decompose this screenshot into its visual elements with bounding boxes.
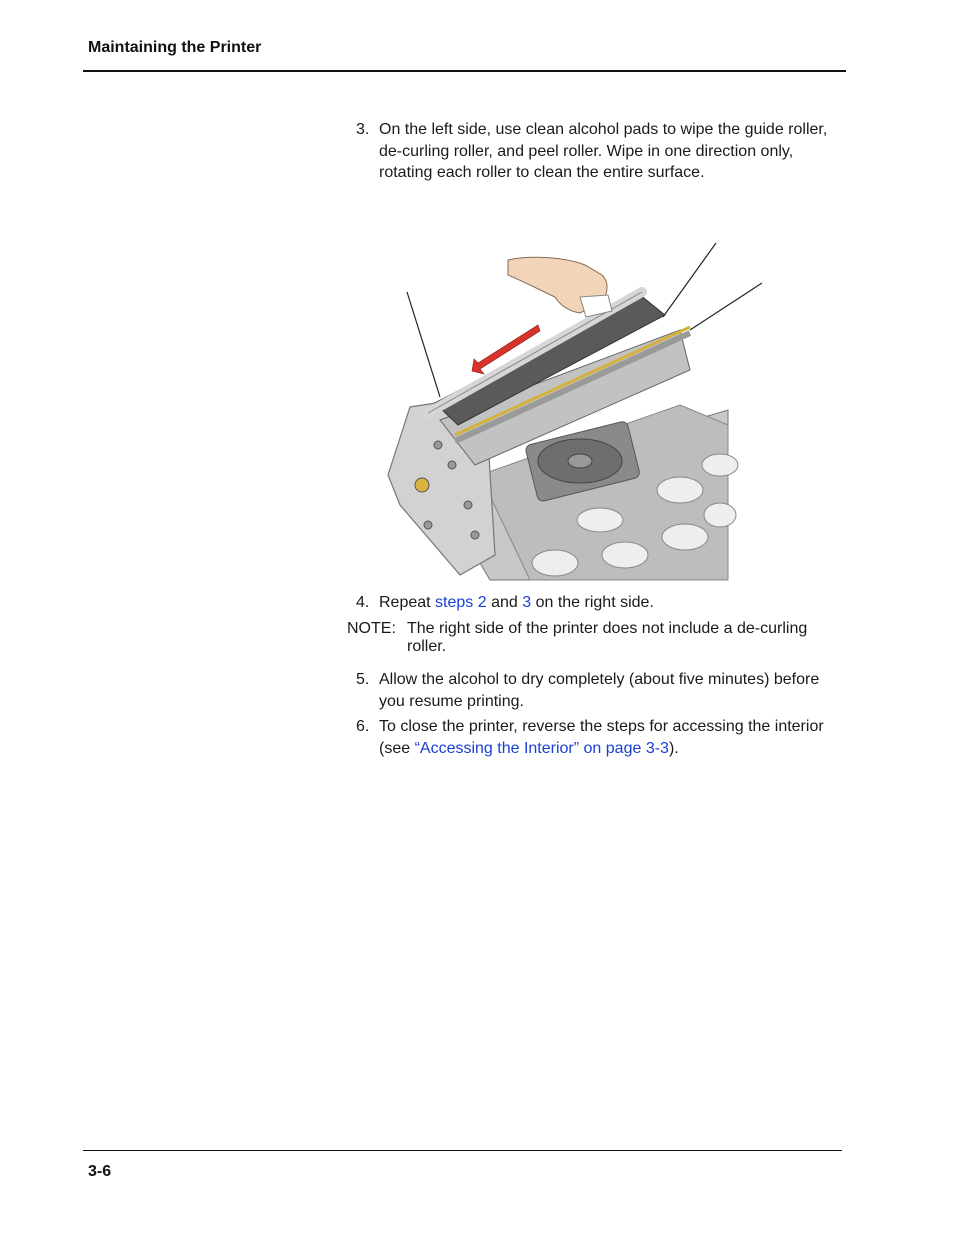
steps-2-link[interactable]: steps 2 <box>435 594 487 611</box>
base-hole <box>702 454 738 476</box>
base-hole <box>704 503 736 527</box>
bearing <box>415 478 429 492</box>
running-header: Maintaining the Printer <box>88 39 262 56</box>
note-label: NOTE: <box>347 620 396 637</box>
header-divider <box>83 70 846 72</box>
base-hole <box>657 477 703 503</box>
step-text-part: Repeat <box>379 594 436 611</box>
callout-line-peel-roller <box>690 283 762 330</box>
step-4 <box>356 592 846 614</box>
step-3 <box>356 119 846 184</box>
step-text-part: on the right side. <box>531 594 654 611</box>
callout-line-guide-roller <box>407 292 440 397</box>
step-6 <box>356 716 846 759</box>
base-hole <box>532 550 578 576</box>
accessing-interior-link[interactable]: “Accessing the Interior” on page 3-3 <box>414 739 669 757</box>
step-number: 4. <box>356 594 370 611</box>
base-hole <box>662 524 708 550</box>
step-text-part: To close the printer, reverse the steps for accessing the interior (see <box>379 718 824 757</box>
step-number: 3. <box>356 121 370 138</box>
note-text: The right side of the printer does not include a de-curling roller. <box>407 620 808 655</box>
footer-divider <box>83 1150 842 1151</box>
step-text <box>379 716 846 759</box>
step-number: 5. <box>356 671 370 688</box>
note <box>347 620 847 656</box>
base-hole <box>602 542 648 568</box>
step-text: On the left side, use clean alcohol pads to wipe the guide roller, de-curling roller, and peel roller. Wipe in one direction only, rotating each roller to clean the entire surface. <box>379 121 828 181</box>
step-text: Allow the alcohol to dry completely (about five minutes) before you resume printing. <box>379 671 820 710</box>
base-hole <box>577 508 623 532</box>
step-text-part: and <box>486 594 523 611</box>
step-text-part: ). <box>668 739 679 757</box>
step-number: 6. <box>356 718 370 735</box>
page-number: 3-6 <box>88 1163 112 1180</box>
callout-line-decurling-roller <box>663 243 716 317</box>
step-3-link[interactable]: 3 <box>522 594 532 611</box>
step-text <box>379 592 846 614</box>
step-5 <box>356 669 846 712</box>
printer-roller-illustration <box>380 235 770 585</box>
